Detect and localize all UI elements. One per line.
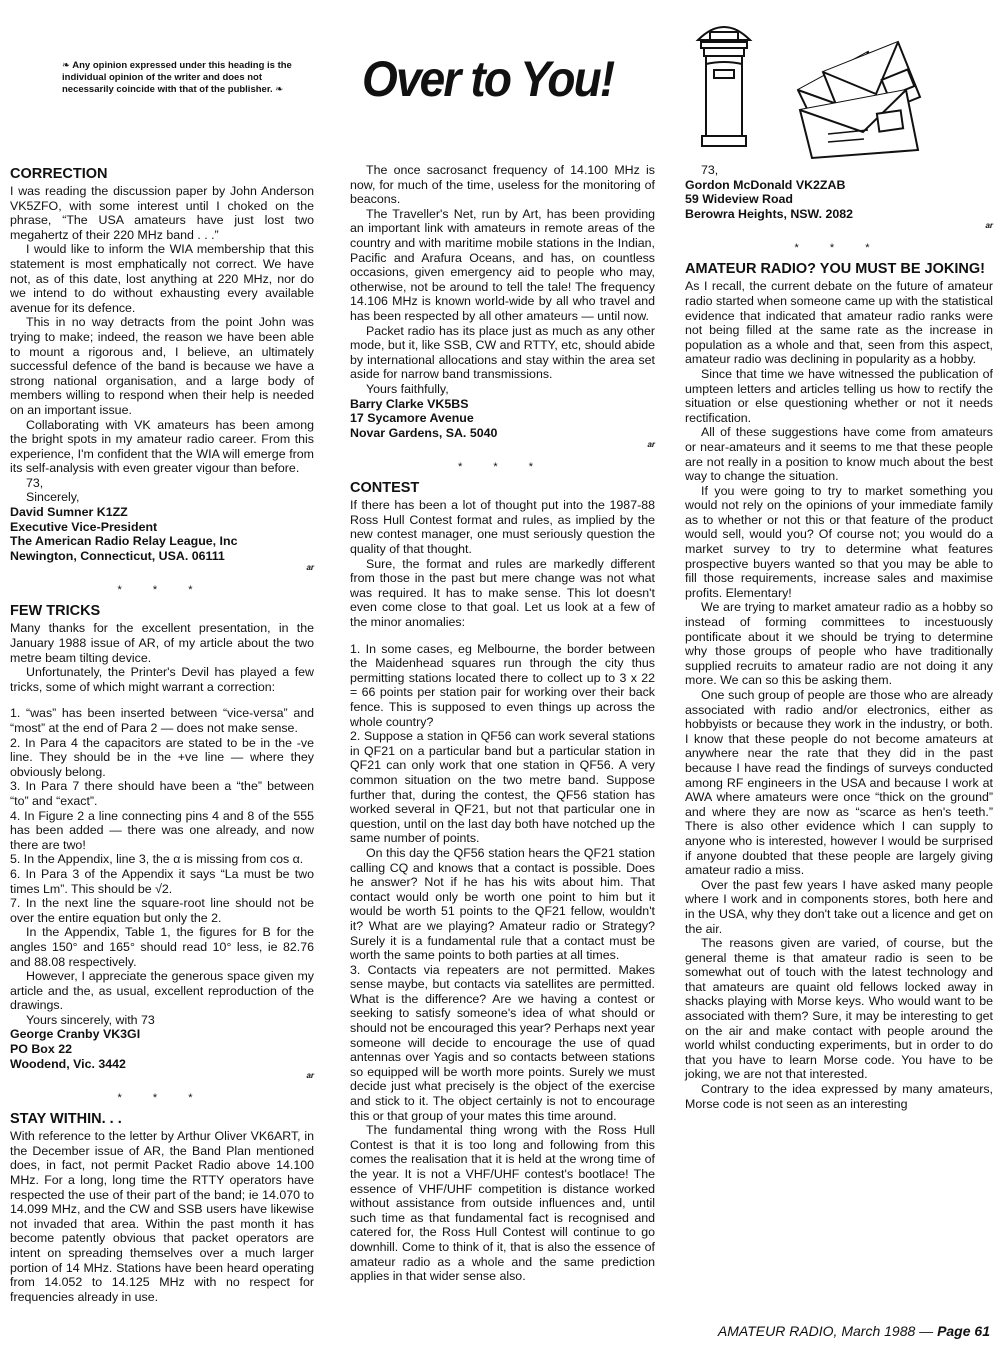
- end-mark: ar: [306, 563, 314, 573]
- signature-line: George Cranby VK3GI: [10, 1027, 141, 1042]
- page-number: Page 61: [937, 1323, 990, 1339]
- article-paragraph: The fundamental thing wrong with the Ross Hull Contest is that it is too long and following from this comes the realisation that it is held at the wrong time of the year. It is not a VHF/UHF contest's bootlace! The essence of VHF/UHF competition is distance worked without assistance from outside influences and, until such time as that fundamental fact is recognised and catered for, the Ross Hull Contest will continue to go downhill. Come to think of it, that is also the essence of amateur radio as a whole and the same prediction applies in that wider sense also.: [350, 1123, 655, 1284]
- list-item: 4. In Figure 2 a line connecting pins 4 and 8 of the 555 has been added — there was one already, and now there are two!: [10, 808, 314, 852]
- signature-line: Novar Gardens, SA. 5040: [350, 425, 498, 440]
- signature-line: Berowra Heights, NSW. 2082: [685, 206, 854, 221]
- column-1: [10, 163, 314, 1304]
- signature-line: Woodend, Vic. 3442: [10, 1056, 126, 1071]
- article-paragraph: This in no way detracts from the point John was trying to make; indeed, the reason we have been able to mount a rigorous and, I believe, an ultimately successful defence of the band is because we have a strong national organisation, and a large body of members willing to respond when their help is needed on an important issue.: [10, 315, 314, 417]
- signature-line: Executive Vice-President: [10, 519, 158, 534]
- article-paragraph: We are trying to market amateur radio as a hobby so instead of forming committees to incestuously pontificate about it we should be trying to determine why those groups of people who have traditionally supplied recruits to amateur radio are not doing it any more. We can so this be asking them.: [685, 600, 993, 688]
- page-footer: [718, 1322, 990, 1340]
- disclaimer-text: ❧ Any opinion expressed under this heading is the individual opinion of the writer and does not necessarily coincide with that of the publisher. ❧: [62, 60, 292, 95]
- list-item: 3. Contacts via repeaters are not permitted. Makes sense maybe, but contacts via satellites are permitted. What is the difference? Are we having a contest or seeking to satisfy someone's idea of what should or should not be encouraged this year? Perhaps next year someone will decide to encourage the use of quad antennas over Yagis and so contacts between stations so equipped will be worth more points. Surely we must decide just what precisely is the object of the exercise and stick to it. The object certainly is not to encourage this or that group of your mates this time around.: [350, 962, 655, 1123]
- article-paragraph: The reasons given are varied, of course, but the general theme is that amateur radio is seen to be somewhat out of touch with the latest technology and that amateurs are quaint old fellows locked away in shacks playing with Morse keys. Who would want to be associated with them? Sure, it may be interesting to get on the air and make contact with people around the world whilst conducting experiments, but in order to do that you have to learn Morse code. You have to be joking, we are not that interested.: [685, 936, 993, 1082]
- contest-heading: CONTEST: [350, 480, 420, 497]
- article-paragraph: The Traveller's Net, run by Art, has been providing an important link with amateurs in remote areas of the country and with maritime mobile stations in the Indian, Pacific and Arafura Oceans, and has, on countless occasions, given emergency aid to people who may, otherwise, not be around to tell the tale! The frequency 14.106 MHz is known world-wide by all who travel and has been respected by all other amateurs — until now.: [350, 206, 655, 323]
- spacer: [350, 630, 655, 642]
- signature-line: The American Radio Relay League, Inc: [10, 534, 238, 549]
- end-mark: ar: [985, 221, 993, 231]
- few-tricks-heading: FEW TRICKS: [10, 603, 101, 620]
- end-mark: ar: [306, 1071, 314, 1081]
- joking-heading: AMATEUR RADIO? YOU MUST BE JOKING!: [685, 261, 985, 278]
- article-paragraph: Unfortunately, the Printer's Devil has played a few tricks, some of which might warrant a correction:: [10, 665, 314, 694]
- list-item: 6. In Para 3 of the Appendix it says “La must be two times Lm”. This should be √2.: [10, 866, 314, 896]
- article-paragraph: The once sacrosanct frequency of 14.100 MHz is now, for much of the time, useless for the monitoring of beacons.: [350, 163, 655, 207]
- section-divider: * * *: [117, 584, 207, 597]
- signature-line: David Sumner K1ZZ: [10, 505, 128, 520]
- article-paragraph: However, I appreciate the generous space given my article and the, as usual, excellent reproduction of the drawings.: [10, 969, 314, 1013]
- list-item: 7. In the next line the square-root line should not be over the entire equation but only the 2.: [10, 896, 314, 925]
- signature-line: Gordon McDonald VK2ZAB: [685, 177, 846, 192]
- column-2: [350, 163, 655, 1293]
- signature-line: 17 Sycamore Avenue: [350, 411, 474, 426]
- closing-line: Sincerely,: [26, 490, 80, 505]
- article-paragraph: In the Appendix, Table 1, the figures for B for the angles 150° and 165° should read 10° less, ie 82.76 and 88.08 respectively.: [10, 925, 314, 969]
- postbox-and-letters-icon: [688, 12, 988, 157]
- end-mark: ar: [647, 440, 655, 450]
- article-paragraph: Collaborating with VK amateurs has been among the bright spots in my amateur radio career. From this experience, I'm confident that the WIA will emerge from its self-analysis with even greater vigour than before.: [10, 417, 314, 476]
- article-paragraph: As I recall, the current debate on the future of amateur radio started when someone came up with the statistical evidence that indicated that amateur radio ranks were not being filled at the same rate as the increase in population as a whole and that, seen from this aspect, amateur radio was declining in popularity as a hobby.: [685, 279, 993, 367]
- closing-line: Yours faithfully,: [366, 381, 449, 396]
- article-paragraph: I would like to inform the WIA membership that this statement is most emphatically not correct. We have not, as of this date, lost anything at 220 MHz, nor do we intend to do without exhausting every available avenue for its defence.: [10, 242, 314, 315]
- column-3: [685, 163, 993, 1293]
- signature-line: 59 Wideview Road: [685, 192, 793, 207]
- article-paragraph: With reference to the letter by Arthur Oliver VK6ART, in the December issue of AR, the Band Plan mentioned does, in fact, not permit Packet Radio above 14.100 MHz. For a long, long time the RTTY operators have respected the use of their part of the band; ie 14.070 to 14.099 MHz, and the CW and SSB users have likewise not invaded that area. Within the past month it has become patently obvious that packet operators are intent on spreading themselves over a much larger portion of 14 MHz. Stations have been heard operating from 14.052 to 14.125 MHz with no respect for frequencies already in use.: [10, 1129, 314, 1304]
- article-paragraph: I was reading the discussion paper by John Anderson VK5ZFO, with some interest until I choked on the phrase, “The USA amateurs have just lost two megahertz of their 220 MHz band . . .”: [10, 184, 314, 242]
- issue-date: March 1988 —: [841, 1323, 934, 1339]
- closing-line: Yours sincerely, with 73: [26, 1012, 155, 1027]
- article-paragraph: All of these suggestions have come from amateurs or near-amateurs and it seems to me that these people are not really in a position to know much about the best way to change the situation.: [685, 425, 993, 484]
- article-paragraph: Packet radio has its place just as much as any other mode, but it, like SSB, CW and RTTY, etc, should abide by international allocations and stay within the area set aside for narrow band transmissions.: [350, 323, 655, 382]
- closing-line: 73,: [701, 163, 719, 177]
- list-item: 2. In Para 4 the capacitors are stated to be in the -ve line. They should be in the +ve line — where they obviously belong.: [10, 735, 314, 779]
- publication-name: AMATEUR RADIO,: [717, 1323, 838, 1339]
- article-paragraph: If you were going to try to market something you would not rely on the opinions of your immediate family as to whether or not this or that feature of the product would sell, would you? Of course not; you would do a market survey to try to determine what features prospective buyers wanted so that you may be able to fill those requirements, increase sales and maximise profits. Elementary!: [685, 483, 993, 600]
- list-item: 1. “was” has been inserted between “vice-versa” and “most” at the end of Para 2 — does not make sense.: [10, 706, 314, 735]
- closing-line: 73,: [26, 475, 44, 490]
- correction-heading: CORRECTION: [10, 166, 108, 182]
- spacer: [10, 694, 314, 706]
- article-paragraph: Contrary to the idea expressed by many amateurs, Morse code is not seen as an interesting: [685, 1082, 993, 1111]
- article-paragraph: Over the past few years I have asked many people where I work and in components stores, both here and in the USA, why they don't take out a licence and get on the air.: [685, 877, 993, 936]
- article-paragraph: Many thanks for the excellent presentation, in the January 1988 issue of AR, of my article about the two metre beam tilting device.: [10, 621, 314, 665]
- signature-line: PO Box 22: [10, 1042, 72, 1057]
- list-item: 2. Suppose a station in QF56 can work several stations in QF21 on a particular band but a particular station in QF21 can only work that one station in QF56. A very common situation on the two metre band. Suppose further that, during the contest, the QF56 station has worked several in QF21, but not that particular one in question, until on the last day both have notched up the same number of points.: [350, 729, 655, 846]
- article-paragraph: Since that time we have witnessed the publication of umpteen letters and articles telling us how to rectify the situation or else questioning whether or not it needs rectification.: [685, 366, 993, 425]
- list-item: 5. In the Appendix, line 3, the α is missing from cos α.: [10, 852, 304, 867]
- article-paragraph: If there has been a lot of thought put into the 1987-88 Ross Hull Contest format and rules, as implied by the new contest manager, one must seriously question the quality of that thought.: [350, 498, 655, 557]
- article-paragraph: Sure, the format and rules are markedly different from those in the past but mere change was not what was required. It has to make sense. This lot doesn't even come close to that goal. Let us look at a few of the minor anomalies:: [350, 556, 655, 630]
- list-item: 1. In some cases, eg Melbourne, the border between the Maidenhead squares run through the city thus permitting stations located there to collect up to 3 x 22 = 66 points per station pair for working over their back fence. This is supposed to even things up across the whole country?: [350, 641, 655, 729]
- signature-line: Newington, Connecticut, USA. 06111: [10, 548, 225, 563]
- section-divider: * * *: [458, 461, 547, 474]
- signature-line: Barry Clarke VK5BS: [350, 396, 469, 411]
- section-divider: * * *: [117, 1092, 207, 1105]
- stay-within-heading: STAY WITHIN. . .: [10, 1111, 122, 1128]
- article-paragraph: On this day the QF56 station hears the QF21 station calling CQ and knows that a contact is possible. Does he answer? Not if he has his wits about him. That contact would only be worth one point to him but it would be worth 51 points to the QF21 fellow, wouldn't it? What are we playing? Amateur radio or Strategy? Surely it is a fundamental rule that a contact must be worth the same points to both parties at all times.: [350, 845, 655, 963]
- article-paragraph: One such group of people are those who are already associated with radio and/or electronics, either as hobbyists or because they work in the industry, or both. I know that these people do not become amateurs at anywhere near the rate that they did in the past because I have read the findings of surveys conducted among RF engineers in the USA and because I work at AWA where amateurs were once “thick on the ground” and where they are now as “scarce as hen's teeth.” There is also other evidence which I can supply to anyone who is interested, however I would be surprised if anyone doubted that these people are largely giving amateur radio a miss.: [685, 688, 993, 878]
- page-title: Over to You!: [362, 51, 614, 107]
- list-item: 3. In Para 7 there should have been a “the” between “to” and “exact”.: [10, 779, 314, 808]
- section-divider: * * *: [794, 242, 884, 255]
